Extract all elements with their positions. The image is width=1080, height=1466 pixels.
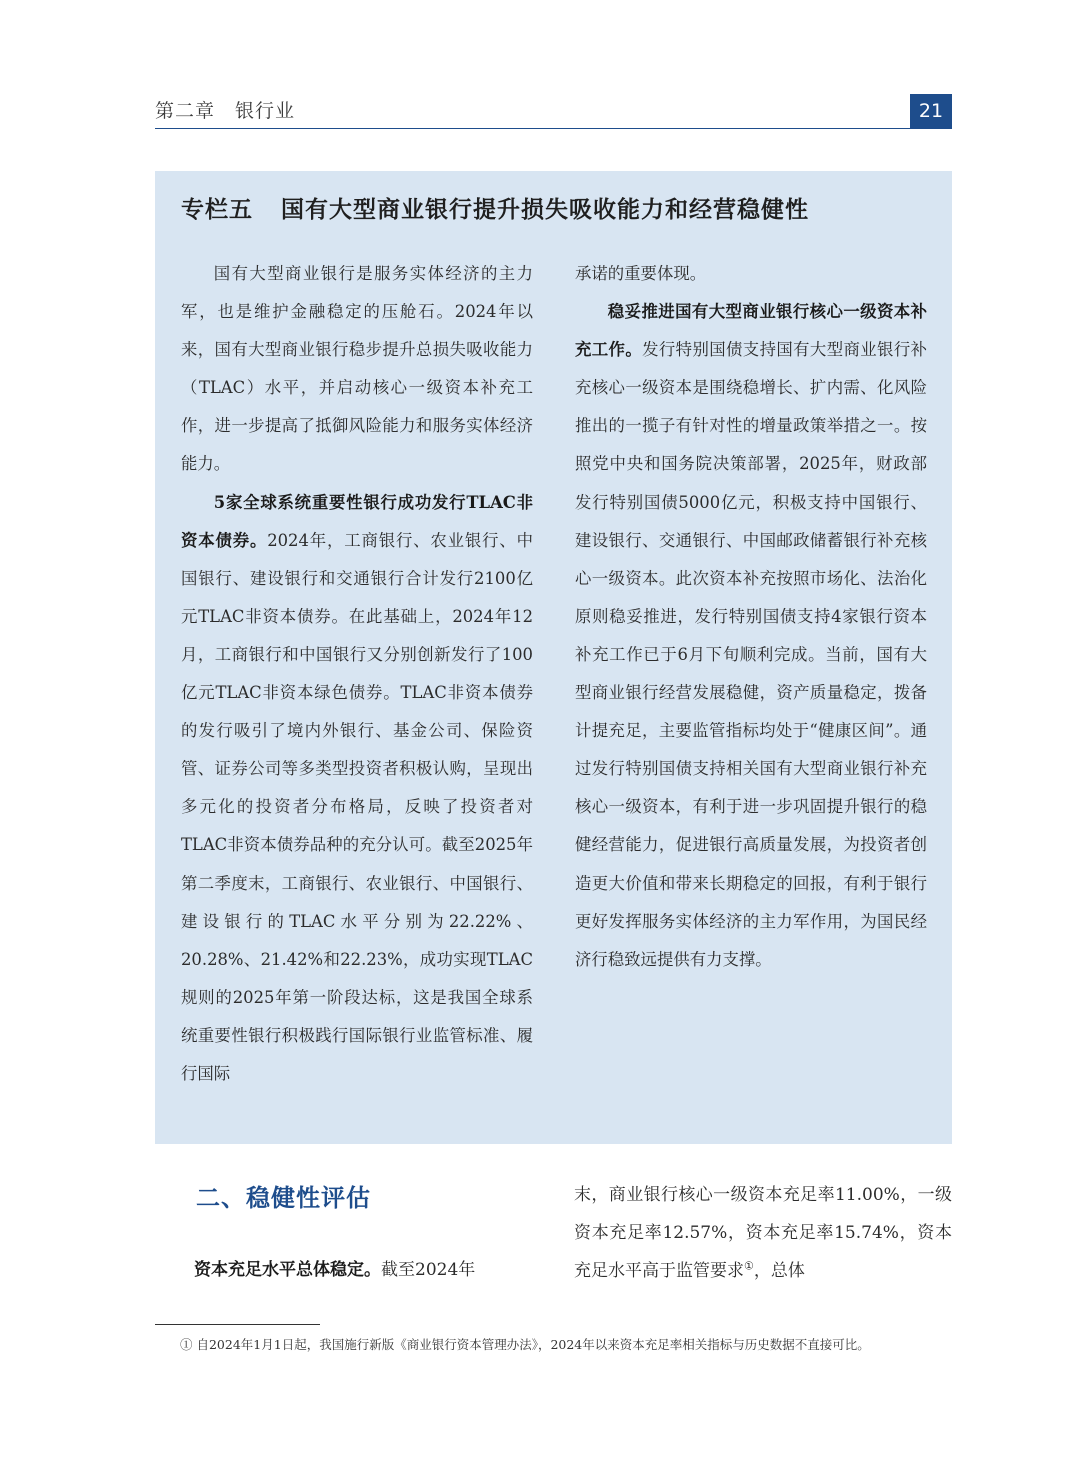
section-paragraph: [194, 1252, 534, 1288]
header-rule: [155, 128, 952, 129]
section-heading: 二、稳健性评估: [196, 1184, 371, 1212]
footnote-reference[interactable]: ①: [744, 1259, 754, 1273]
paragraph-lead: 5家全球系统重要性银行成功发行TLAC非资本债券。: [181, 492, 533, 550]
paragraph-lead: 资本充足水平总体稳定。: [194, 1260, 381, 1280]
feature-box: [155, 171, 952, 1144]
footnote-rule: [155, 1324, 320, 1325]
box-right-column: [575, 255, 927, 979]
box-paragraph: [575, 293, 927, 979]
box-tag: 专栏五: [181, 197, 253, 223]
section-paragraph: [574, 1176, 952, 1290]
paragraph-text-tail: ，总体: [753, 1261, 805, 1281]
box-paragraph: [181, 484, 533, 1094]
page-number: 21: [910, 94, 952, 128]
section-left-column: [194, 1252, 534, 1288]
page-header: [155, 94, 952, 128]
paragraph-lead: 稳妥推进国有大型商业银行核心一级资本补充工作。: [575, 302, 927, 360]
box-paragraph: 承诺的重要体现。: [575, 264, 707, 283]
footnote: [155, 1334, 952, 1356]
paragraph-text: 2024年，工商银行、农业银行、中国银行、建设银行和交通银行合计发行2100亿元TLAC非资本债券。在此基础上，2024年12月，工商银行和中国银行又分别创新发行了100亿元TLAC非资本绿色债券。TLAC非资本债券的发行吸引了境内外银行、基金公司、保险资管、证券公司等多类型投资者积极认购，呈现出多元化的投资者分布格局，反映了投资者对TLAC非资本债券品种的充分认可。截至2025年第二季度末，工商银行、农业银行、中国银行、建设银行的TLAC水平分别为22.22%、20.28%、21.42%和22.23%，成功实现TLAC规则的2025年第一阶段达标，这是我国全球系统重要性银行积极践行国际银行业监管标准、履行国际: [181, 530, 534, 1083]
paragraph-text: 截至2024年: [381, 1260, 476, 1280]
paragraph-text: 末，商业银行核心一级资本充足率11.00%，一级资本充足率12.57%，资本充足率15.74%，资本充足水平高于监管要求: [574, 1185, 952, 1281]
footnote-text: ① 自2024年1月1日起，我国施行新版《商业银行资本管理办法》，2024年以来资本充足率相关指标与历史数据不直接可比。: [180, 1337, 870, 1352]
chapter-title: 第二章 银行业: [155, 100, 296, 122]
paragraph-text: 发行特别国债支持国有大型商业银行补充核心一级资本是围绕稳增长、扩内需、化风险推出的一揽子有针对性的增量政策举措之一。按照党中央和国务院决策部署，2025年，财政部发行特别国债5000亿元，积极支持中国银行、建设银行、交通银行、中国邮政储蓄银行补充核心一级资本。此次资本补充按照市场化、法治化原则稳妥推进，发行特别国债支持4家银行资本补充工作已于6月下旬顺利完成。当前，国有大型商业银行经营发展稳健，资产质量稳定，拨备计提充足，主要监管指标均处于“健康区间”。通过发行特别国债支持相关国有大型商业银行补充核心一级资本，有利于进一步巩固提升银行的稳健经营能力，促进银行高质量发展，为投资者创造更大价值和带来长期稳定的回报，有利于银行更好发挥服务实体经济的主力军作用，为国民经济行稳致远提供有力支撑。: [575, 340, 928, 969]
section-right-column: [574, 1176, 952, 1290]
box-paragraph: 国有大型商业银行是服务实体经济的主力军，也是维护金融稳定的压舱石。2024年以来，国有大型商业银行稳步提升总损失吸收能力（TLAC）水平，并启动核心一级资本补充工作，进一步提高了抵御风险能力和服务实体经济能力。: [181, 264, 533, 474]
box-title: [181, 191, 809, 224]
box-title-text: 国有大型商业银行提升损失吸收能力和经营稳健性: [281, 197, 809, 223]
box-left-column: [181, 255, 533, 1093]
